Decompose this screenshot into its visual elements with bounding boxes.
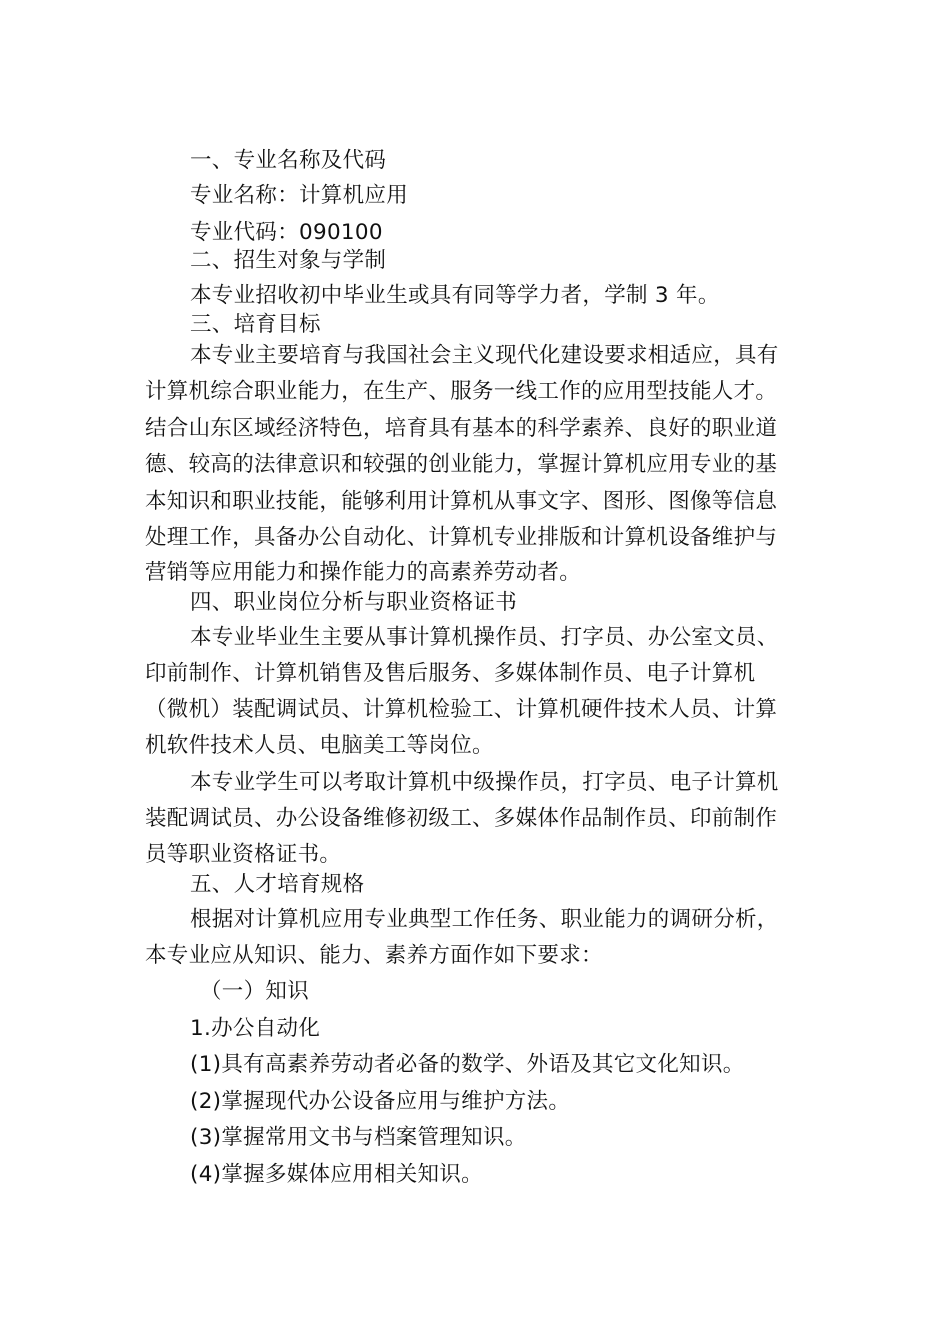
section-heading-5: 五、人才培育规格 <box>190 872 365 897</box>
paragraph-line: 印前制作、计算机销售及售后服务、多媒体制作员、电子计算机 <box>145 661 756 686</box>
paragraph-line: 装配调试员、办公设备维修初级工、多媒体作品制作员、印前制作 <box>145 806 778 831</box>
paragraph-line: 本专业学生可以考取计算机中级操作员，打字员、电子计算机 <box>190 770 779 795</box>
list-item: (1)具有高素养劳动者必备的数学、外语及其它文化知识。 <box>190 1052 745 1077</box>
major-name: 专业名称：计算机应用 <box>190 183 409 208</box>
paragraph-line: 处理工作，具备办公自动化、计算机专业排版和计算机设备维护与 <box>145 525 778 550</box>
paragraph-line: 德、较高的法律意识和较强的创业能力，掌握计算机应用专业的基 <box>145 452 778 477</box>
subsection-heading: （一）知识 <box>200 979 310 1004</box>
list-item: (2)掌握现代办公设备应用与维护方法。 <box>190 1089 571 1114</box>
paragraph-line: 本专业主要培育与我国社会主义现代化建设要求相适应，具有 <box>190 343 779 368</box>
list-item: (4)掌握多媒体应用相关知识。 <box>190 1162 483 1187</box>
paragraph-line: 营销等应用能力和操作能力的高素养劳动者。 <box>145 560 582 585</box>
paragraph-line: 本知识和职业技能，能够利用计算机从事文字、图形、图像等信息 <box>145 489 778 514</box>
section-heading-2: 二、招生对象与学制 <box>190 248 387 273</box>
paragraph-line: 本专业应从知识、能力、素养方面作如下要求： <box>145 943 603 968</box>
paragraph-line: 结合山东区域经济特色，培育具有基本的科学素养、良好的职业道 <box>145 416 778 441</box>
paragraph-line: 根据对计算机应用专业典型工作任务、职业能力的调研分析， <box>190 907 779 932</box>
paragraph-line: 计算机综合职业能力，在生产、服务一线工作的应用型技能人才。 <box>145 379 778 404</box>
paragraph-line: 本专业毕业生主要从事计算机操作员、打字员、办公室文员、 <box>190 625 779 650</box>
list-item: (3)掌握常用文书与档案管理知识。 <box>190 1125 527 1150</box>
paragraph-line: 机软件技术人员、电脑美工等岗位。 <box>145 733 494 758</box>
enrollment-text: 本专业招收初中毕业生或具有同等学力者，学制 3 年。 <box>190 283 720 308</box>
section-heading-4: 四、职业岗位分析与职业资格证书 <box>190 590 518 615</box>
section-heading-1: 一、专业名称及代码 <box>190 148 387 173</box>
section-heading-3: 三、培育目标 <box>190 312 321 337</box>
major-code: 专业代码：090100 <box>190 220 383 245</box>
item-heading: 1.办公自动化 <box>190 1016 321 1041</box>
paragraph-line: （微机）装配调试员、计算机检验工、计算机硬件技术人员、计算 <box>145 697 778 722</box>
paragraph-line: 员等职业资格证书。 <box>145 842 342 867</box>
